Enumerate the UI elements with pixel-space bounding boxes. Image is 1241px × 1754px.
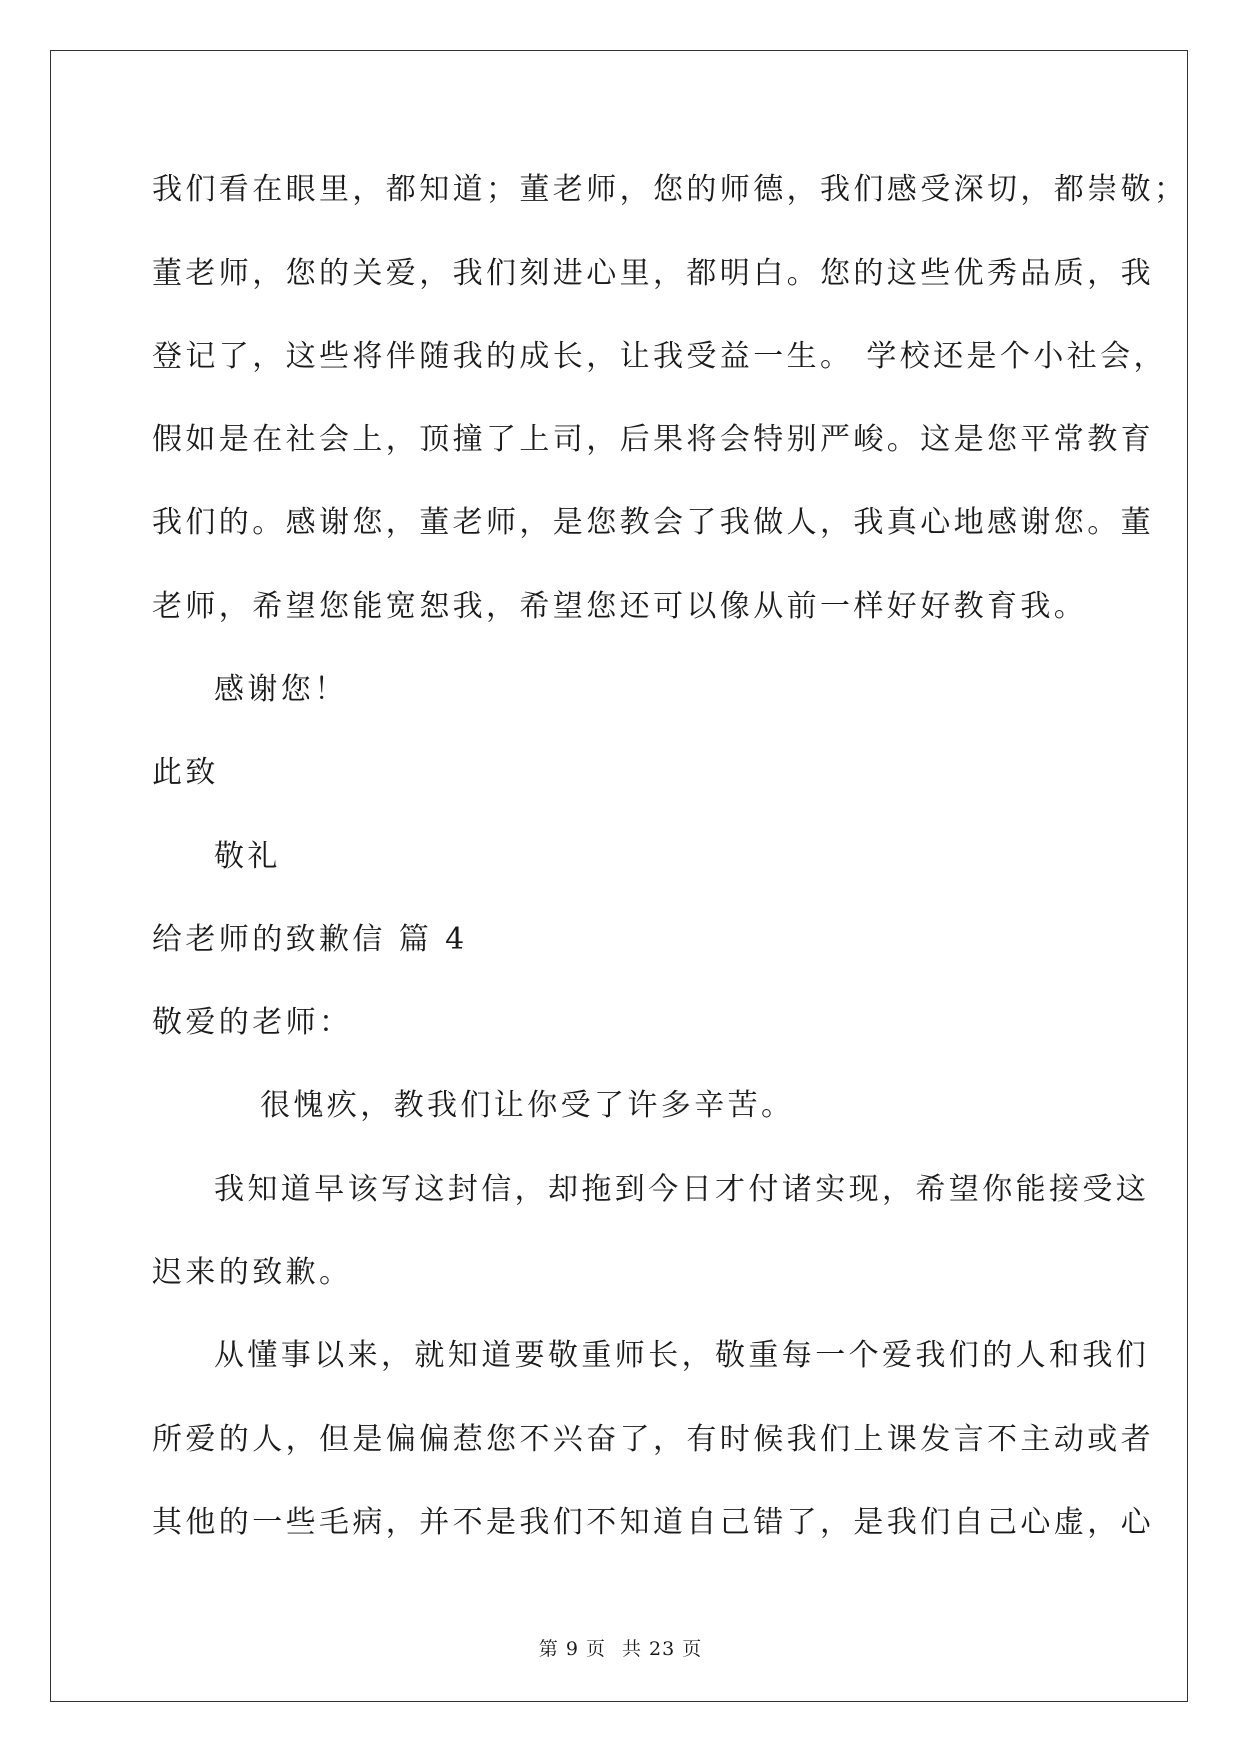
body-text-line: 迟来的致歉。 — [152, 1255, 353, 1290]
body-text-line: 董老师，您的关爱，我们刻进心里，都明白。您的这些优秀品质，我 — [152, 256, 1154, 291]
body-text-line: 我知道早该写这封信，却拖到今日才付诸实现，希望你能接受这 — [214, 1172, 1150, 1207]
page-total: 共 23 页 — [621, 1638, 703, 1660]
closing-thanks: 感谢您！ — [214, 672, 348, 707]
body-text-line: 其他的一些毛病，并不是我们不知道自己错了，是我们自己心虚，心 — [152, 1505, 1154, 1540]
body-text-line: 我们的。感谢您，董老师，是您教会了我做人，我真心地感谢您。董 — [152, 505, 1154, 540]
body-text-line: 假如是在社会上，顶撞了上司，后果将会特别严峻。这是您平常教育 — [152, 422, 1154, 457]
closing-salutation: 此致 — [152, 755, 219, 790]
body-text-line: 我们看在眼里，都知道；董老师，您的师德，我们感受深切，都崇敬； — [152, 172, 1188, 207]
section-heading: 给老师的致歉信 篇 4 — [152, 922, 468, 957]
body-text-line: 很愧疚，教我们让你受了许多辛苦。 — [260, 1088, 795, 1123]
closing-regards: 敬礼 — [214, 839, 281, 874]
body-text-line: 从懂事以来，就知道要敬重师长，敬重每一个爱我们的人和我们 — [214, 1338, 1150, 1373]
page-number: 第 9 页 — [538, 1638, 606, 1660]
page-footer — [0, 1637, 1241, 1661]
body-text-line: 所爱的人，但是偏偏惹您不兴奋了，有时候我们上课发言不主动或者 — [152, 1422, 1154, 1457]
body-text-line: 老师，希望您能宽恕我，希望您还可以像从前一样好好教育我。 — [152, 589, 1088, 624]
body-text-line: 登记了，这些将伴随我的成长，让我受益一生。 学校还是个小社会， — [152, 339, 1167, 374]
letter-greeting: 敬爱的老师： — [152, 1005, 353, 1040]
